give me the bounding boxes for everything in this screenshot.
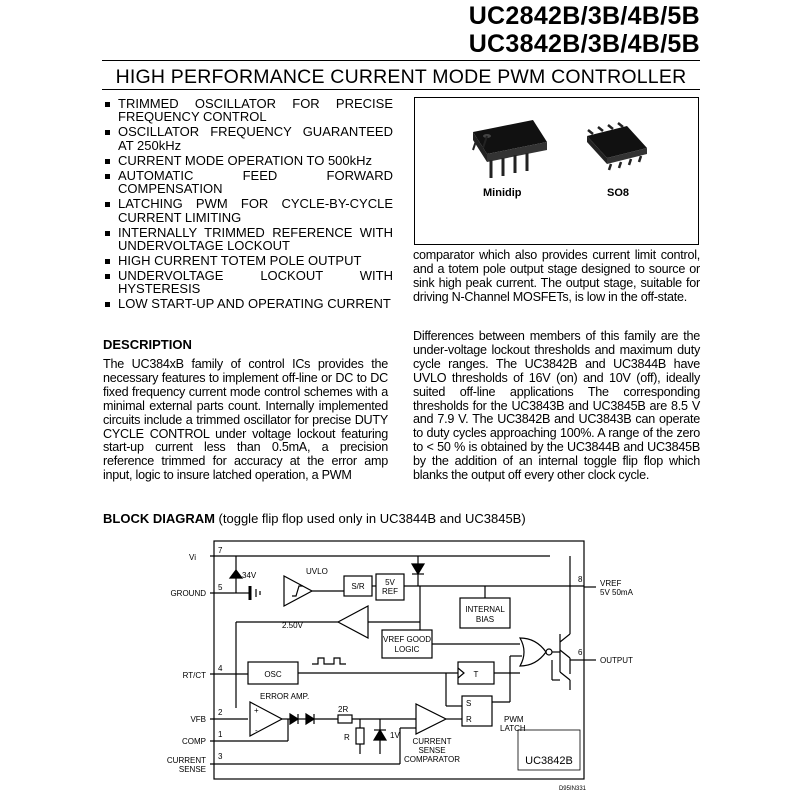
feature-item: TRIMMED OSCILLATOR FOR PRECISE FREQUENCY CONTROL bbox=[103, 97, 393, 124]
pwm-latch-label-1: PWM bbox=[504, 715, 524, 724]
description-heading: DESCRIPTION bbox=[103, 337, 192, 352]
internal-bias-label-1: INTERNAL bbox=[465, 605, 505, 614]
feature-item: HIGH CURRENT TOTEM POLE OUTPUT bbox=[103, 254, 393, 267]
pin-current-sense-number: 3 bbox=[218, 752, 223, 761]
pin-vref-label: VREF bbox=[600, 579, 622, 588]
latch-r-label: R bbox=[466, 715, 472, 724]
ref-2-50v-label: 2.50V bbox=[282, 621, 303, 630]
part-number-label: UC3842B bbox=[525, 755, 573, 767]
description-paragraph-1: The UC384xB family of control ICs provides the necessary features to implement off-line or DC to DC fixed frequency current mode control schemes with a minimal external parts count. Internally implemented circuits include a trimmed oscillator for precise DUTY CYCLE CONTROL under voltage lockout featuring start-up current less than 0.5mA, a precision reference trimmed for accuracy at the error amp input, logic to insure latched operation, a PWM bbox=[103, 357, 388, 483]
so8-package-image bbox=[587, 123, 647, 170]
pin-vref-number: 8 bbox=[578, 575, 583, 584]
part-title-line-1: UC2842B/3B/4B/5B bbox=[468, 2, 700, 30]
cs-comparator-label-3: COMPARATOR bbox=[403, 755, 461, 764]
vref-good-label-2: LOGIC bbox=[394, 645, 420, 654]
output-nor-gate bbox=[520, 638, 546, 666]
resistor-r-label: R bbox=[344, 733, 350, 742]
feature-item: CURRENT MODE OPERATION TO 500kHz bbox=[103, 154, 393, 167]
pin-vfb-number: 2 bbox=[218, 708, 223, 717]
pin-comp-label: COMP bbox=[182, 737, 206, 746]
reference-2-50v-amp bbox=[338, 606, 368, 638]
error-amp-label: ERROR AMP. bbox=[260, 692, 310, 701]
package-illustrations bbox=[415, 98, 698, 244]
document-subtitle: HIGH PERFORMANCE CURRENT MODE PWM CONTROLLER bbox=[115, 66, 687, 88]
pin-vi-number: 7 bbox=[218, 546, 223, 555]
pin-ground-number: 5 bbox=[218, 583, 223, 592]
pin-ground-label: GROUND bbox=[170, 589, 206, 598]
pin-current-sense-label-1: CURRENT bbox=[166, 756, 206, 765]
pin-vref-rating: 5V 50mA bbox=[600, 588, 633, 597]
diagram-frame bbox=[214, 541, 584, 779]
block-diagram bbox=[100, 530, 633, 795]
feature-item: OSCILLATOR FREQUENCY GUARANTEED AT 250kHz bbox=[103, 125, 393, 152]
resistor-2r-label: 2R bbox=[338, 705, 349, 714]
pin-current-sense-label-2: SENSE bbox=[178, 765, 206, 774]
minidip-package-image bbox=[473, 120, 547, 178]
header-rule-bottom bbox=[102, 89, 700, 90]
error-amp-minus: - bbox=[255, 726, 258, 735]
osc-label: OSC bbox=[264, 670, 282, 679]
cs-comparator-label-1: CURRENT bbox=[412, 737, 452, 746]
sr-label: S/R bbox=[351, 582, 365, 591]
uvlo-label: UVLO bbox=[306, 567, 328, 576]
block-diagram-heading-bold: BLOCK DIAGRAM bbox=[103, 511, 215, 526]
cs-comparator-label-2: SENSE bbox=[418, 746, 446, 755]
zener-34v-label: 34V bbox=[242, 571, 257, 580]
package-box bbox=[414, 97, 699, 245]
pin-vi-label: Vi bbox=[189, 553, 196, 562]
error-amp-plus: + bbox=[254, 706, 259, 715]
ref-5v-label: 5V bbox=[385, 578, 395, 587]
block-diagram-heading bbox=[103, 511, 526, 526]
minidip-label: Minidip bbox=[483, 187, 522, 199]
pin-output-label: OUTPUT bbox=[600, 656, 633, 665]
current-sense-comparator bbox=[416, 704, 446, 734]
reference-1v-label: 1V bbox=[390, 731, 400, 740]
feature-item: UNDERVOLTAGE LOCKOUT WITH HYSTERESIS bbox=[103, 269, 393, 296]
block-diagram-heading-note: (toggle flip flop used only in UC3844B and UC3845B) bbox=[214, 511, 526, 526]
feature-item: INTERNALLY TRIMMED REFERENCE WITH UNDERVOLTAGE LOCKOUT bbox=[103, 226, 393, 253]
header-rule-top bbox=[102, 60, 700, 61]
feature-item: LATCHING PWM FOR CYCLE-BY-CYCLE CURRENT LIMITING bbox=[103, 197, 393, 224]
internal-bias-label-2: BIAS bbox=[475, 615, 495, 624]
pin-output-number: 6 bbox=[578, 648, 583, 657]
ref-label: REF bbox=[382, 587, 398, 596]
description-paragraph-3: Differences between members of this family are the under-voltage lockout thresholds and maximum duty cycle ranges. The UC3842B and UC3844B have UVLO thresholds of 16V (on) and 10V (off), ideally suited off-line applications The corresponding thresholds for the UC3843B and UC3845B are 8.5 V and 7.9 V. The UC3842B and UC3843B can operate to duty cycles approaching 100%. A range of the zero to < 50 % is obtained by the UC3844B and UC3845B by the addition of an internal toggle flip flop which blanks the output off every other clock cycle. bbox=[413, 329, 700, 483]
pin-comp-number: 1 bbox=[218, 730, 223, 739]
pin-rtct-number: 4 bbox=[218, 664, 223, 673]
so8-label: SO8 bbox=[607, 187, 630, 199]
pwm-latch-label-2: LATCH bbox=[500, 724, 526, 733]
description-paragraph-2: comparator which also provides current limit control, and a totem pole output stage designed to source or sink high peak current. The output stage, suitable for driving N-Channel MOSFETs, is low in the off-state. bbox=[413, 248, 700, 304]
pin-rtct-label: RT/CT bbox=[182, 671, 206, 680]
toggle-label: T bbox=[473, 670, 479, 679]
latch-s-label: S bbox=[466, 699, 472, 708]
vref-good-label-1: VREF GOOD bbox=[382, 635, 432, 644]
feature-item: LOW START-UP AND OPERATING CURRENT bbox=[103, 297, 393, 310]
part-title-line-2: UC3842B/3B/4B/5B bbox=[468, 30, 700, 58]
feature-item: AUTOMATIC FEED FORWARD COMPENSATION bbox=[103, 169, 393, 196]
pin-vfb-label: VFB bbox=[190, 715, 206, 724]
feature-list bbox=[103, 97, 393, 312]
diagram-reference-code: D95IN331 bbox=[558, 786, 586, 792]
